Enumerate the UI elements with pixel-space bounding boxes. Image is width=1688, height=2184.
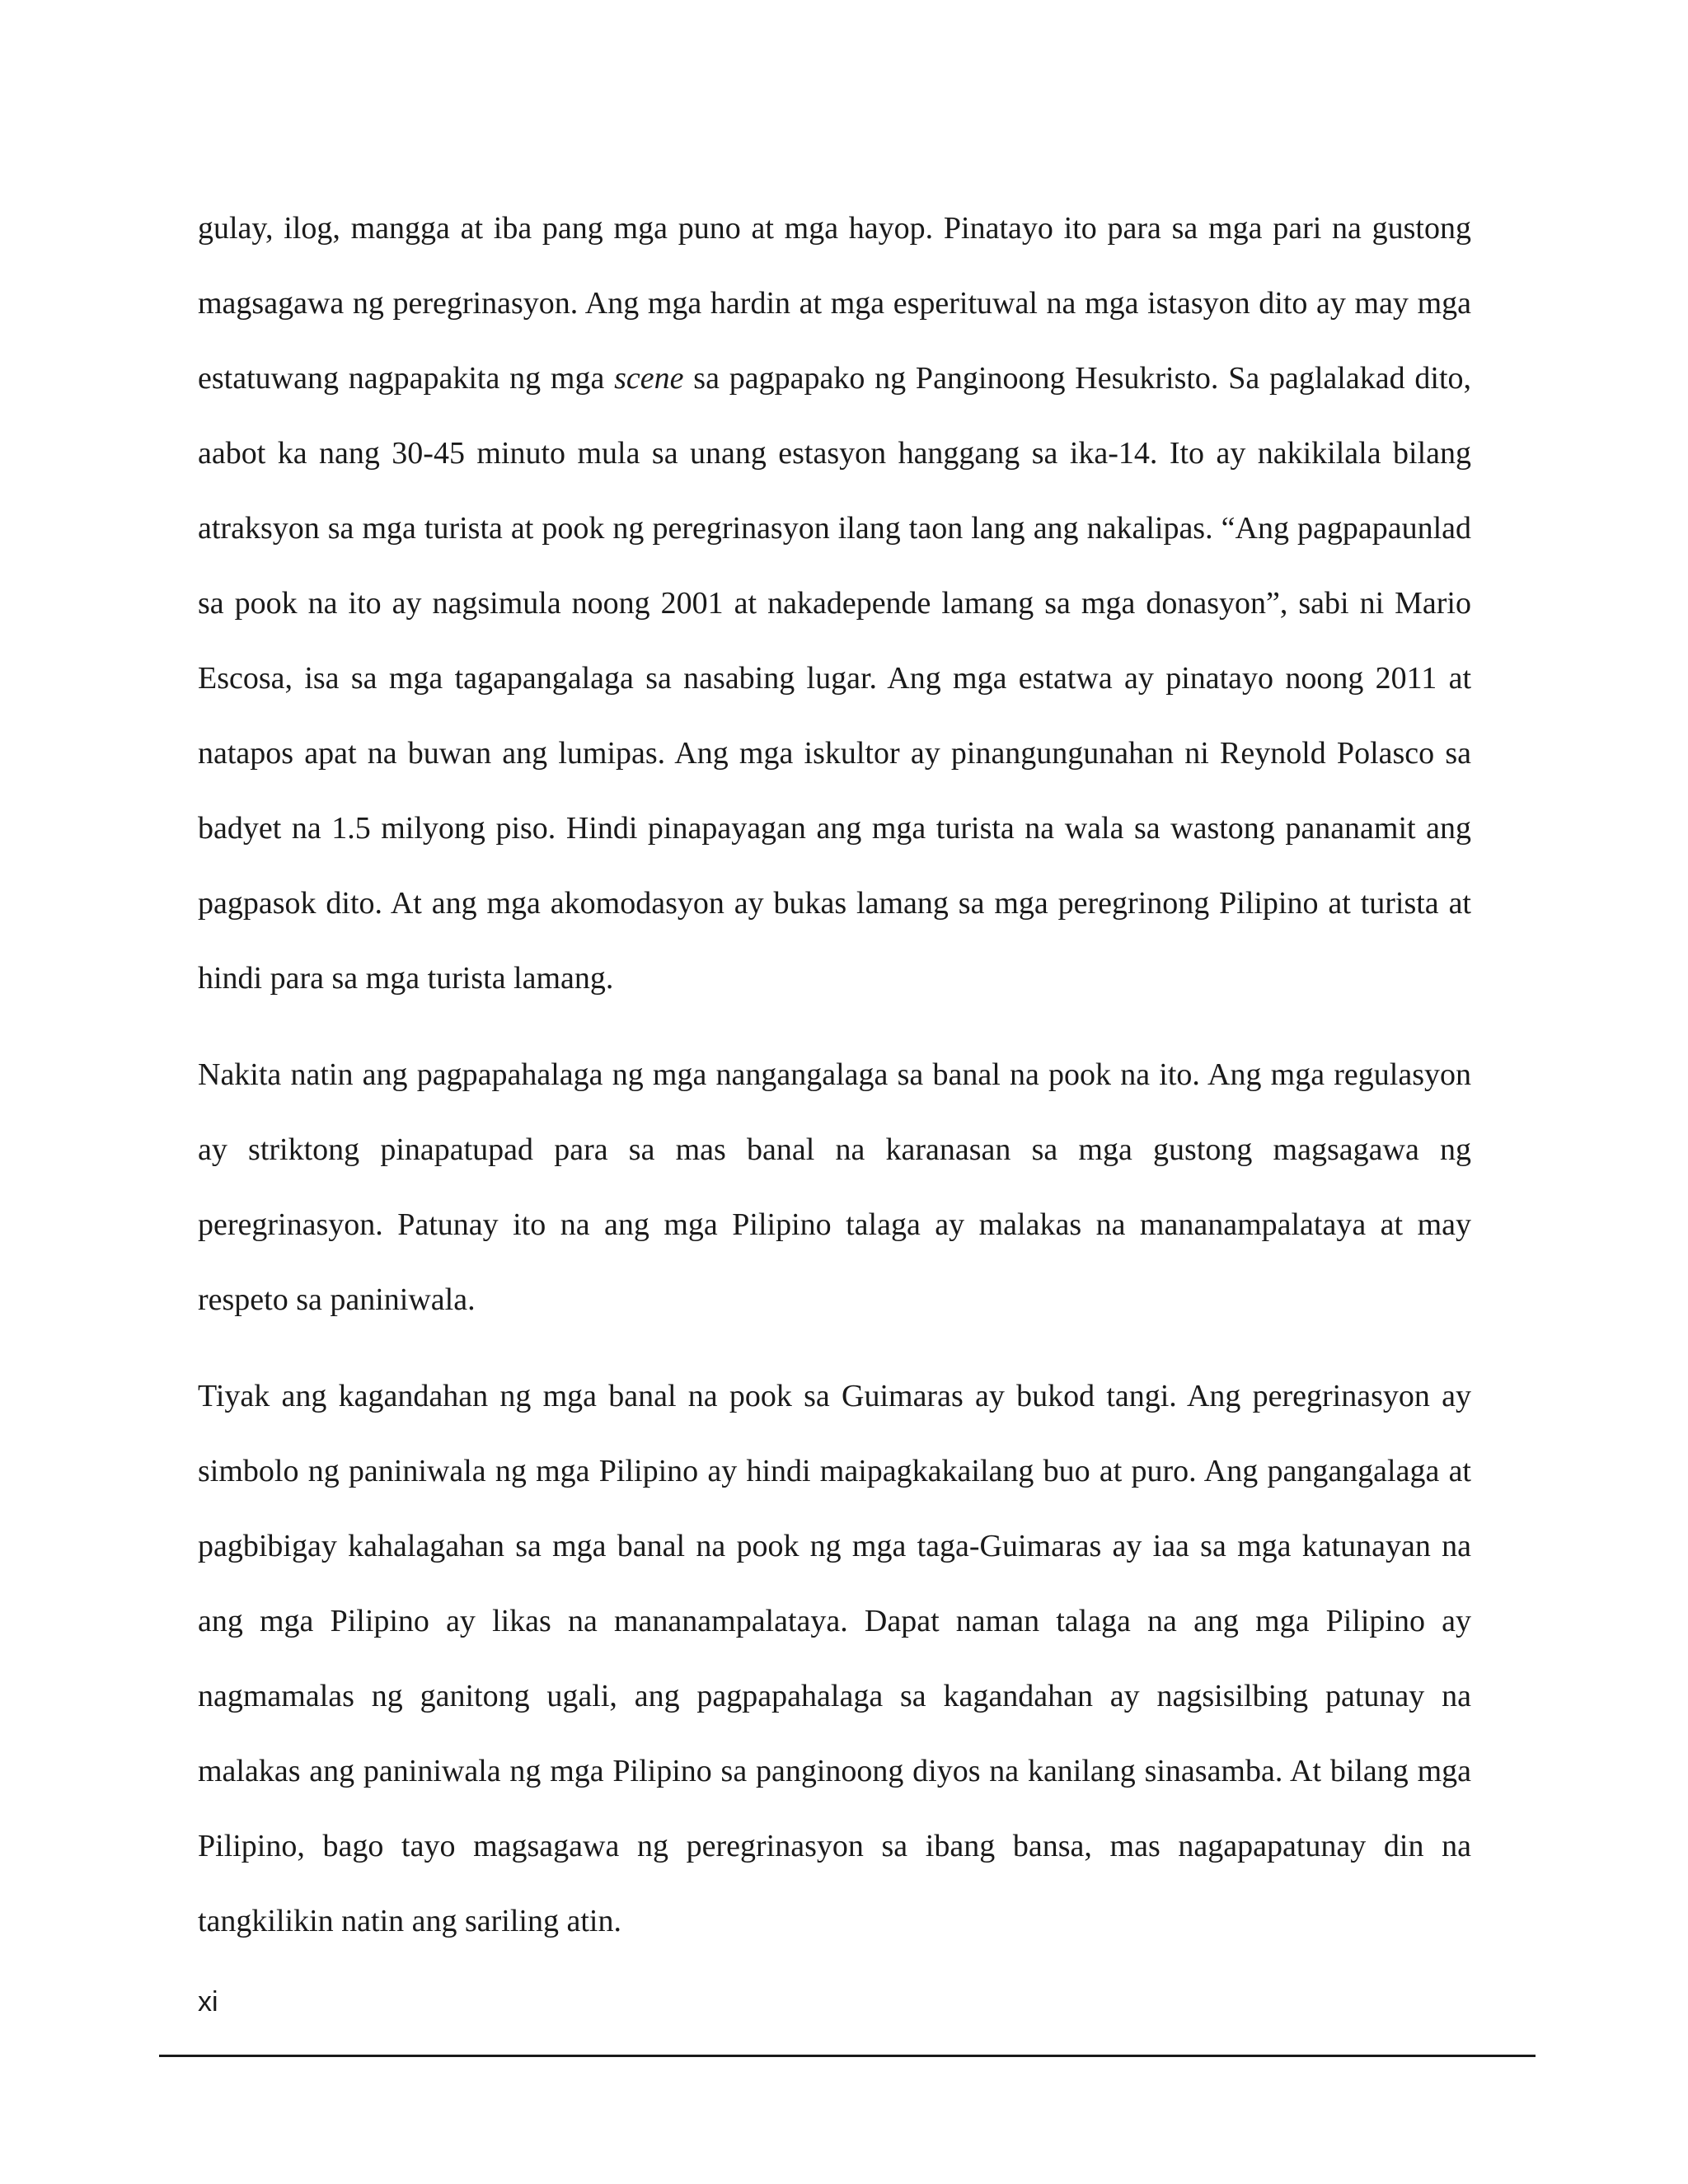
footer-rule [159,2055,1536,2057]
paragraph-2: Nakita natin ang pagpapahalaga ng mga nangangalaga sa banal na pook na ito. Ang mga regulasyon ay striktong pinapatupad para sa mas banal na karanasan sa mga gustong magsagawa ng peregrinasyon. Patunay ito na ang mga Pilipino talaga ay malakas na mananampalataya at may respeto sa paniniwala. [198,1057,1471,1317]
paragraph-1-italic-scene: scene [614,361,684,396]
paragraph-1-text-start: gulay, ilog, mangga at iba pang mga puno at mga hayop. Pinatayo ito para sa mga pari na gustong magsagawa ng peregrinasyon. Ang mga hardin at mga esperituwal na mga istasyon dito ay may mga estatuwang nagpapakita ng mga [198,211,1471,396]
body-text [198,191,1471,1959]
paragraph-1 [198,191,1471,1016]
page-number: xi [198,1986,218,2018]
paragraph-1-text-end: sa pagpapako ng Panginoong Hesukristo. Sa paglalakad dito, aabot ka nang 30-45 minuto mula sa unang estasyon hanggang sa ika-14. Ito ay nakikilala bilang atraksyon sa mga turista at pook ng peregrinasyon ilang taon lang ang nakalipas. “Ang pagpapaunlad sa pook na ito ay nagsimula noong 2001 at nakadepende lamang sa mga donasyon”, sabi ni Mario Escosa, isa sa mga tagapangalaga sa nasabing lugar. Ang mga estatwa ay pinatayo noong 2011 at natapos apat na buwan ang lumipas. Ang mga iskultor ay pinangungunahan ni Reynold Polasco sa badyet na 1.5 milyong piso. Hindi pinapayagan ang mga turista na wala sa wastong pananamit ang pagpasok dito. At ang mga akomodasyon ay bukas lamang sa mga peregrinong Pilipino at turista at hindi para sa mga turista lamang. [198,361,1471,996]
paragraph-3: Tiyak ang kagandahan ng mga banal na pook sa Guimaras ay bukod tangi. Ang peregrinasyon ay simbolo ng paniniwala ng mga Pilipino ay hindi maipagkakailang buo at puro. Ang pangangalaga at pagbibigay kahalagahan sa mga banal na pook ng mga taga-Guimaras ay iaa sa mga katunayan na ang mga Pilipino ay likas na mananampalataya. Dapat naman talaga na ang mga Pilipino ay nagmamalas ng ganitong ugali, ang pagpapahalaga sa kagandahan ay nagsisilbing patunay na malakas ang paniniwala ng mga Pilipino sa panginoong diyos na kanilang sinasamba. At bilang mga Pilipino, bago tayo magsagawa ng peregrinasyon sa ibang bansa, mas nagapapatunay din na tangkilikin natin ang sariling atin. [198,1379,1471,1938]
